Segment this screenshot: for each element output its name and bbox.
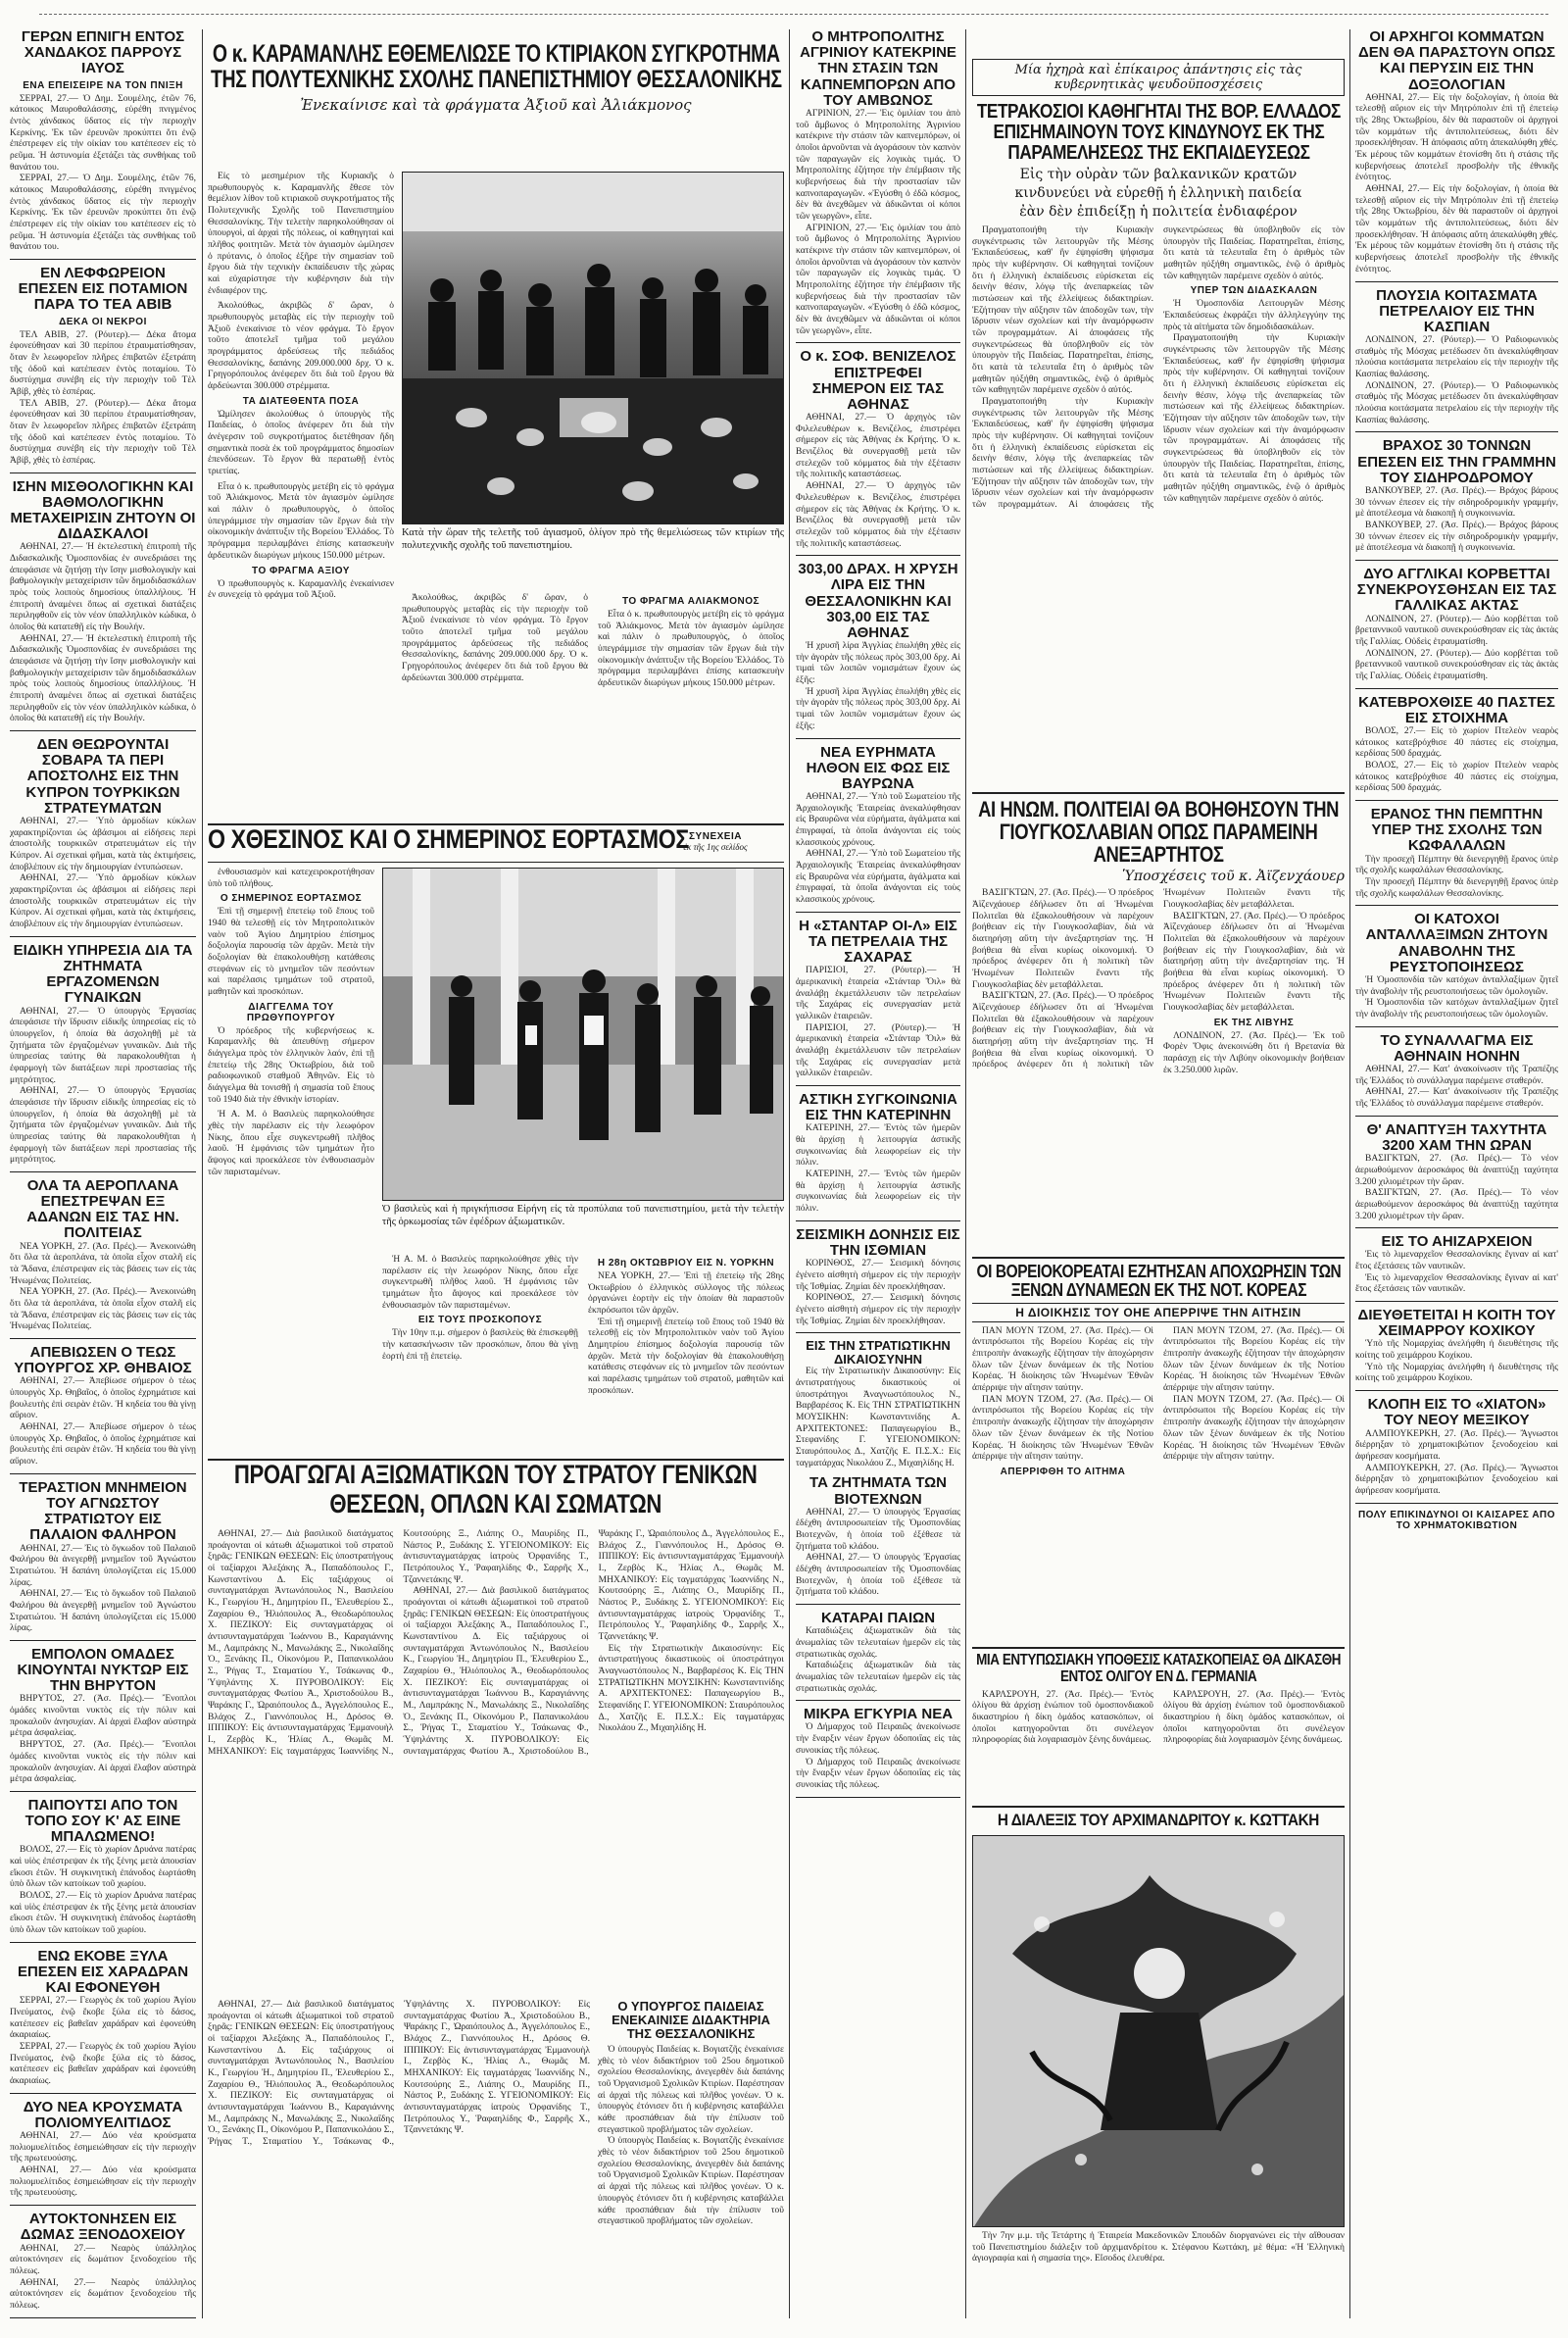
- main-sub2-text: Ὁ πρωθυπουργὸς κ. Καραμανλῆς ἐνεκαίνισεν ἐν συνεχείᾳ τὸ φράγμα τοῦ Ἀξιοῦ.: [208, 578, 394, 601]
- brief-headline: ΑΥΤΟΚΤΟΝΗΣΕΝ ΕΙΣ ΔΩΜΑΣ ΞΕΝΟΔΟΧΕΙΟΥ: [20, 2211, 186, 2244]
- brief-headline: ΤΕΡΑΣΤΙΟΝ ΜΝΗΜΕΙΟΝ ΤΟΥ ΑΓΝΩΣΤΟΥ ΣΤΡΑΤΙΩΤΟΥ ΕΙΣ ΠΑΛΑΙΟΝ ΦΑΛΗΡΟΝ: [19, 1478, 187, 1544]
- brief-headline: ΕΜΠΟΛΟΝ ΟΜΑΔΕΣ ΚΙΝΟΥΝΤΑΙ ΝΥΚΤΩΡ ΕΙΣ ΤΗΝ ΒΗΡΥΤΟΝ: [17, 1645, 189, 1695]
- king-photo-image: [383, 869, 784, 1201]
- spy-article: [972, 1647, 1345, 1804]
- brief-article: [1355, 912, 1558, 1026]
- brief-text: ΑΘΗΝΑΙ, 27.— Ὁ ἀρχηγὸς τῶν Φιλελευθέρων κ. Βενιζέλος, ἐπιστρέφει σήμερον εἰς τὰς Ἀθήνας ἐκ Κρήτης. Ὁ κ. Βενιζέλος θὰ συνεργασθῇ μετὰ τῶν στελεχῶν τοῦ κόμματος διὰ τὴν ἐξέτασιν τῆς πολιτικῆς καταστάσεως.: [796, 413, 960, 480]
- main-headline: Ο κ. ΚΑΡΑΜΑΝΛΗΣ ΕΘΕΜΕΛΙΩΣΕ ΤΟ ΚΤΙΡΙΑΚΟΝ ΣΥΓΚΡΟΤΗΜΑ ΤΗΣ ΠΟΛΥΤΕΧΝΙΚΗΣ ΣΧΟΛΗΣ ΠΑΝΕΠΙΣΤΗΜΙΟΥ ΘΕΣΣΑΛΟΝΙΚΗΣ: [210, 41, 782, 94]
- brief-headline: ΑΠΕΒΙΩΣΕΝ Ο ΤΕΩΣ ΥΠΟΥΡΓΟΣ ΧΡ. ΘΗΒΑΙΟΣ: [14, 1344, 192, 1377]
- lecture-article: [972, 1806, 1345, 2320]
- teachers-sub3: ἐὰν δὲν ἐπιδείξῃ ἡ πολιτεία ἐνδιαφέρον: [1019, 204, 1298, 220]
- brief-text: ΑΘΗΝΑΙ, 27.— Ἐις τὸ ὄγκωδον τοῦ Παλαιοῦ Φαλήρου θὰ ἀνεγερθῇ μνημεῖον τοῦ Ἀγνώστου Στρατιώτου. Ἡ δαπάνη ὑπολογίζεται εἰς 15.000 λίρας.: [10, 1543, 196, 1588]
- brief-headline: ΕΙΣ ΤΟ ΑΗΙΖΑΡΧΕΙΟΝ: [1381, 1233, 1533, 1251]
- brief-text: Ὁ Δήμαρχος τοῦ Πειραιῶς ἀνεκοίνωσε τὴν ἔναρξιν νέων ἔργων ὀδοποιΐας εἰς τὰς συνοικίας τῆς πόλεως.: [796, 1722, 960, 1756]
- page-top-rule: [39, 14, 1548, 15]
- brief-divider: [1355, 1227, 1558, 1228]
- military-justice-article: [796, 1339, 960, 1469]
- brief-divider: [1355, 905, 1558, 906]
- brief-article: [1355, 695, 1558, 801]
- brief-text-continued: Ὁ Δήμαρχος τοῦ Πειραιῶς ἀνεκοίνωσε τὴν ἔναρξιν νέων ἔργων ὀδοποιΐας εἰς τὰς συνοικίας τῆς πόλεως.: [796, 1757, 960, 1790]
- brief-article: [1355, 1397, 1558, 1503]
- teachers-text-2: Πραγματοποιήθη τὴν Κυριακὴν συγκέντρωσις τῶν λειτουργῶν τῆς Μέσης Ἐκπαιδεύσεως, καθ' ἣν ἐψηφίσθη ψήφισμα πρὸς τὴν κυβέρνησιν. Οἱ καθηγηταὶ τονίζουν ὅτι ἡ ἑλληνικὴ ἐκπαίδευσις εὑρίσκεται εἰς δεινὴν θέσιν, λόγῳ τῆς ἀνεπαρκείας τῶν πιστώσεων καὶ τῆς ἐλλείψεως διδακτηρίων. Ἐζήτησαν τὴν αὔξησιν τῶν ἀποδοχῶν των, τὴν ἵδρυσιν νέων σχολείων καὶ τὴν ἀναμόρφωσιν τῶν προγραμμάτων. Αἱ ἀποφάσεις τῆς συγκεντρώσεως θὰ ὑποβληθοῦν εἰς τὸν ὑπουργὸν τῆς Παιδείας. Παρατηρεῖται, ἐπίσης, ὅτι κατὰ τὰ τελευταῖα ἔτη ὁ ἀριθμὸς τῶν μαθητῶν ηὐξήθη σημαντικῶς, ἐνῷ ὁ ἀριθμὸς τῶν καθηγητῶν παρέμεινε σχεδὸν ὁ αὐτός.: [972, 225, 1345, 511]
- brief-text-continued: ΒΗΡΥΤΟΣ, 27. (Ἀσ. Πρές).— Ἔνοπλοι ὁμάδες κινοῦνται νυκτὸς εἰς τὴν πόλιν καὶ προκαλοῦν ἀνησυχίαν. Αἱ ἀρχαὶ ἔλαβον αὐστηρὰ μέτρα ἀσφαλείας.: [10, 1740, 196, 1785]
- brief-divider: [1355, 1116, 1558, 1117]
- lecture-headline: Η ΔΙΑΛΕΞΙΣ ΤΟΥ ΑΡΧΙΜΑΝΔΡΙΤΟΥ κ. ΚΩΤΤΑΚΗ: [998, 1811, 1319, 1829]
- brief-divider: [10, 2317, 196, 2318]
- brief-text-continued: ΤΕΛ ΑΒΙΒ, 27. (Ρόυτερ).— Δέκα ἄτομα ἐφονεύθησαν καὶ 30 περίπου ἐτραυματίσθησαν, ὅταν ἓν λεωφορεῖον πλῆρες ἐπιβατῶν ἐξετράπη τῆς ὁδοῦ καὶ κατέπεσεν ἐντὸς ποταμίου. Τὸ δυστύχημα συνέβη εἰς τὴν περιοχὴν τοῦ Τὲλ Ἀβίβ, χθὲς τὸ ἑσπέρας.: [10, 398, 196, 466]
- column-center-briefs: [796, 29, 960, 2318]
- brief-divider: [1355, 800, 1558, 801]
- brief-divider: [1355, 688, 1558, 689]
- brief-headline: ΙΣΗΝ ΜΙΣΘΟΛΟΓΙΚΗΝ ΚΑΙ ΒΑΘΜΟΛΟΓΙΚΗΝ ΜΕΤΑΧΕΙΡΙΣΙΝ ΖΗΤΟΥΝ ΟΙ ΔΙΔΑΣΚΑΛΟΙ: [10, 477, 196, 543]
- brief-divider: [796, 1220, 960, 1221]
- brief-text-continued: ΑΛΜΠΟΥΚΕΡΚΗ, 27. (Ἀσ. Πρές).— Ἄγνωστοι διέρρηξαν τὸ χρηματοκιβώτιον ξενοδοχείου καὶ ἀφήρεσαν κοσμήματα.: [1355, 1463, 1558, 1496]
- korea-sub: ΑΠΕΡΡΙΦΘΗ ΤΟ ΑΙΤΗΜΑ: [1000, 1466, 1126, 1477]
- brief-article: [1355, 1122, 1558, 1228]
- brief-divider: [10, 1473, 196, 1474]
- brief-text: ΑΘΗΝΑΙ, 27.— Εἰς τὴν δοξολογίαν, ἡ ὁποία θὰ τελεσθῇ αὔριον εἰς τὴν Μητρόπολιν ἐπὶ τῇ ἐπετείῳ τῆς 28ης Ὀκτωβρίου, δὲν θὰ παραστοῦν οἱ ἀρχηγοὶ τῶν κομμάτων τῆς ἀντιπολιτεύσεως, διότι δὲν προσεκλήθησαν. Ἡ ἀπόφασις αὕτη ἀπεκαλύφθη χθές. Ἐκ μέρους τῶν κομμάτων ἐτονίσθη ὅτι ἡ στάσις τῆς κυβερνήσεως ἀποτελεῖ προσβολὴν τῆς ἐθνικῆς ἑνότητος.: [1355, 92, 1558, 183]
- brief-text: ΑΓΡΙΝΙΟΝ, 27.— Ἐις ὁμιλίαν του ἀπὸ τοῦ ἄμβωνος ὁ Μητροπολίτης Ἀγρινίου κατέκρινε τὴν στάσιν τῶν καπνεμπόρων, οἱ ὁποῖοι ἀρνοῦνται νὰ ἀγοράσουν τὸν καπνὸν τῶν παραγωγῶν εἰς λογικὰς τιμάς. Ὁ Μητροπολίτης ἐζήτησε τὴν ἐπέμβασιν τῆς κυβερνήσεως διὰ τὴν προστασίαν τῶν καπνοπαραγωγῶν. «Ἐγύσθη ὁ ἐδῶ κόσμος, δὲν θὰ ἀνεχθῶμεν νὰ ἀδικῶνται οἱ κόποι τῶν γεωργῶν», εἶπε.: [796, 108, 960, 222]
- brief-text: ΑΘΗΝΑΙ, 27.— Ἀπεβίωσε σήμερον ὁ τέως ὑπουργὸς Χρ. Θηβαῖος, ὁ ὁποῖος ἐχρημάτισε καὶ βουλευτὴς ἐπὶ σειρὰν ἐτῶν. Ἡ κηδεία του θὰ γίνῃ αὔριον.: [10, 1376, 196, 1421]
- brief-text-continued: ΒΑΣΙΓΚΤΩΝ, 27. (Ἀσ. Πρές).— Τὸ νέον ἀεριωθούμενον ἀεροσκάφος θὰ ἀναπτύξῃ ταχύτητα 3.200 χιλιομέτρων τὴν ὥραν.: [1355, 1188, 1558, 1221]
- brief-headline: ΣΕΙΣΜΙΚΗ ΔΟΝΗΣΙΣ ΕΙΣ ΤΗΝ ΙΣΘΜΙΑΝ: [796, 1225, 960, 1259]
- brief-text-continued: ΝΕΑ ΥΟΡΚΗ, 27. (Ἀσ. Πρές).— Ἀνεκοινώθη ὅτι ὅλα τὰ ἀεροπλάνα, τὰ ὁποῖα εἶχον σταλῆ εἰς τὰ Ἄδανα, ἐπέστρεψαν εἰς τὰς βάσεις των εἰς τὰς Ἡνωμένας Πολιτείας.: [10, 1287, 196, 1332]
- brief-article: [10, 2212, 196, 2317]
- main-photo-caption: Κατὰ τὴν ὥραν τῆς τελετῆς τοῦ ἁγιασμοῦ, ὀλίγον πρὸ τῆς θεμελιώσεως τῶν κτιρίων τῆς πολυτεχνικῆς σχολῆς τοῦ πανεπιστημίου.: [402, 527, 784, 551]
- brief-headline: Ο κ. ΣΟΦ. ΒΕΝΙΖΕΛΟΣ ΕΠΙΣΤΡΕΦΕΙ ΣΗΜΕΡΟΝ ΕΙΣ ΤΑΣ ΑΘΗΝΑΣ: [800, 348, 956, 413]
- brief-text-continued: ΑΘΗΝΑΙ, 27.— Κατ' ἀνακοίνωσιν τῆς Τραπέζης τῆς Ἑλλάδος τὸ συνάλλαγμα παρέμεινε σταθερόν.: [1355, 1087, 1558, 1110]
- brief-article: [796, 919, 960, 1086]
- brief-text: ΒΑΣΙΓΚΤΩΝ, 27. (Ἀσ. Πρές).— Τὸ νέον ἀεριωθούμενον ἀεροσκάφος θὰ ἀναπτύξῃ ταχύτητα 3.200 χιλιομέτρων τὴν ὥραν.: [1355, 1154, 1558, 1187]
- brief-divider: [1355, 281, 1558, 282]
- icon-painting-image: [973, 1836, 1345, 2227]
- teachers-box-line: Μία ἠχηρὰ καὶ ἐπίκαιρος ἀπάντησις εἰς τὰς κυβερνητικὰς ψευδοϋποσχέσεις: [972, 59, 1345, 96]
- brief-article: [796, 1475, 960, 1605]
- spy-text: ΚΑΡΛΣΡΟΥΗ, 27. (Ἀσ. Πρές).— Ἐντὸς ὀλίγου θὰ ἀρχίσῃ ἐνώπιον τοῦ ὁμοσπονδιακοῦ δικαστηρίου ἡ δίκη ὁμάδος κατασκόπων, οἱ ὁποῖοι κατηγοροῦνται ὅτι συνέλεγον πληροφορίας διὰ λογαριασμὸν ξένης δυνάμεως.: [972, 1689, 1153, 1746]
- teachers-sub1: Εἰς τὴν οὐρὰν τῶν βαλκανικῶν κρατῶν: [1019, 167, 1298, 182]
- brief-article: [10, 1798, 196, 1943]
- brief-divider: [1355, 1026, 1558, 1027]
- brief-text: ΑΘΗΝΑΙ, 27.— Κατ' ἀνακοίνωσιν τῆς Τραπέζης τῆς Ἑλλάδος τὸ συνάλλαγμα παρέμεινε σταθερόν.: [1355, 1065, 1558, 1086]
- brief-text: Τὴν προσεχῆ Πέμπτην θὰ διενεργηθῇ ἔρανος ὑπὲρ τῆς σχολῆς κωφαλάλων Θεσσαλονίκης.: [1355, 854, 1558, 876]
- main-filler-text: Εἶτα ὁ κ. πρωθυπουργὸς μετέβη εἰς τὸ φράγμα τοῦ Ἀλιάκμονος. Μετὰ τὸν ἁγιασμὸν ὡμίλησε καὶ πάλιν ὁ πρωθυπουργὸς, ὁ ὁποῖος ὑπεγράμμισε τὴν σημασίαν τῶν ἔργων διὰ τὴν οἰκονομικὴν ἀνάπτυξιν τῆς Βορείου Ἑλλάδος. Τὸ πρόγραμμα περιλαμβάνει ἐπίσης κατασκευὴν ἀρδευτικῶν διωρύγων μήκους 150.000 μέτρων.: [208, 481, 394, 561]
- brief-headline: Θ' ΑΝΑΠΤΥΞΗ ΤΑΧΥΤΗΤΑ 3200 ΧΑΜ ΤΗΝ ΩΡΑΝ: [1366, 1120, 1547, 1154]
- brief-divider: [796, 1085, 960, 1086]
- teachers-sub4: ΥΠΕΡ ΤΩΝ ΔΙΔΑΣΚΑΛΩΝ: [1190, 285, 1318, 297]
- spy-text-2: ΚΑΡΛΣΡΟΥΗ, 27. (Ἀσ. Πρές).— Ἐντὸς ὀλίγου θὰ ἀρχίσῃ ἐνώπιον τοῦ ὁμοσπονδιακοῦ δικαστηρίου ἡ δίκη ὁμάδος κατασκόπων, οἱ ὁποῖοι κατηγοροῦνται ὅτι συνέλεγον πληροφορίας διὰ λογαριασμὸν ξένης δυνάμεως.: [1163, 1689, 1345, 1746]
- column-right-briefs: [1355, 29, 1558, 2318]
- brief-text: ΝΕΑ ΥΟΡΚΗ, 27. (Ἀσ. Πρές).— Ἀνεκοινώθη ὅτι ὅλα τὰ ἀεροπλάνα, τὰ ὁποῖα εἶχον σταλῆ εἰς τὰ Ἄδανα, ἐπέστρεψαν εἰς τὰς βάσεις των εἰς τὰς Ἡνωμένας Πολιτείας.: [10, 1241, 196, 1286]
- brief-text: Ἡ χρυσῆ λίρα Ἀγγλίας ἐπωλήθη χθὲς εἰς τὴν ἀγορὰν τῆς πόλεως πρὸς 303,00 δρχ. Αἱ τιμαὶ τῶν λοιπῶν νομισμάτων ἔχουν ὡς ἑξῆς:: [796, 641, 960, 686]
- brief-headline: ΔΥΟ ΑΓΓΛΙΚΑΙ ΚΟΡΒΕΤΤΑΙ ΣΥΝΕΚΡΟΥΣΘΗΣΑΝ ΕΙΣ ΤΑΣ ΓΑΛΛΙΚΑΣ ΑΚΤΑΣ: [1356, 566, 1557, 615]
- brief-text: ΑΘΗΝΑΙ, 27.— Ὑπὸ τοῦ Σωματείου τῆς Ἀρχαιολογικῆς Ἑταιρείας ἀνεκαλύφθησαν εἰς Βραυρῶνα νέα εὑρήματα, ἀγάλματα καὶ ἐπιγραφαί, τὰ ὁποῖα ἀνάγονται εἰς τοὺς κλασσικοὺς χρόνους.: [796, 792, 960, 848]
- brief-article: [796, 349, 960, 556]
- promo-text-2: ΑΘΗΝΑΙ, 27.— Διὰ βασιλικοῦ διατάγματος προάγονται οἱ κάτωθι ἀξιωματικοὶ τοῦ στρατοῦ ξηρᾶς: ΓΕΝΙΚΩΝ ΘΕΣΕΩΝ: Εἰς ὑποστρατήγους οἱ ταξίαρχοι Ἀλεξάκης Ἀ., Παπαδόπουλος Γ., Κωνσταντίνου Δ. Εἰς ταξιάρχους οἱ συνταγματάρχαι Ἀντωνόπουλος Ν., Βασιλείου Κ., Γεωργίου Ἠ., Δημητρίου Π., Ἐλευθερίου Σ., Ζαχαρίου Θ., Ἠλιόπουλος Ἀ., Θεοδωρόπουλος Χ. ΠΕΖΙΚΟΥ: Εἰς συνταγματάρχας οἱ ἀντισυνταγματάρχαι Ἰωάννου Β., Καραγιάννης Μ., Λαμπράκης Ν., Μανωλάκης Ξ., Νικολαΐδης Ὀ., Ξενάκης Π., Οἰκονόμου Ρ., Παπανικολάου Σ., Ῥήγας Τ., Σταματίου Υ., Τσάκωνας Φ., Ὑψηλάντης Χ. ΠΥΡΟΒΟΛΙΚΟΥ: Εἰς συνταγματάρχας Φωτίου Ἀ., Χριστοδούλου Β., Ψαράκης Γ., Ὠραιόπουλος Δ., Ἀγγελόπουλος Ε., Βλάχος Ζ., Γιαννόπουλος Η., Δρόσος Θ. ΙΠΠΙΚΟΥ: Εἰς ἀντισυνταγματάρχας Ἐμμανουὴλ Ι., Ζερβὸς Κ., Ἠλίας Λ., Θωμᾶς Μ. ΜΗΧΑΝΙΚΟΥ: Εἰς ταγματάρχας Ἰωαννίδης Ν., Κουτσούρης Ξ., Λιάπης Ο., Μαυρίδης Π., Νάστος Ρ., Ξυδάκης Σ. ΥΓΕΙΟΝΟΜΙΚΟΥ: Εἰς ἀντισυνταγματάρχας ἰατροὺς Ὀρφανίδης Τ., Πετρόπουλος Υ., Ῥαφαηλίδης Φ., Σαρρῆς Χ., Τζαννετάκης Ψ.: [403, 1529, 784, 1757]
- brief-headline: ΕΙΔΙΚΗ ΥΠΗΡΕΣΙΑ ΔΙΑ ΤΑ ΖΗΤΗΜΑΤΑ ΕΡΓΑΖΟΜΕΝΩΝ ΓΥΝΑΙΚΩΝ: [13, 941, 193, 1007]
- column-rule: [1349, 29, 1350, 2318]
- feast-sub4: ΕΙΣ ΤΟΥΣ ΠΡΟΣΚΟΠΟΥΣ: [417, 1315, 543, 1326]
- brief-text-continued: ΛΟΝΔΙΝΟΝ, 27. (Ρόυτερ).— Ὁ Ραδιοφωνικὸς σταθμὸς τῆς Μόσχας μετέδωσεν ὅτι ἀνεκαλύφθησαν πλούσια κοιτάσματα πετρελαίου εἰς τὴν περιοχὴν τῆς Κασπίας θαλάσσης.: [1355, 380, 1558, 425]
- brief-text: ΑΛΜΠΟΥΚΕΡΚΗ, 27. (Ἀσ. Πρές).— Ἄγνωστοι διέρρηξαν τὸ χρηματοκιβώτιον ξενοδοχείου καὶ ἀφήρεσαν κοσμήματα.: [1355, 1428, 1558, 1462]
- brief-headline: ΔΥΟ ΝΕΑ ΚΡΟΥΣΜΑΤΑ ΠΟΛΙΟΜΥΕΛΙΤΙΔΟΣ: [23, 2098, 183, 2131]
- brief-article: [10, 2100, 196, 2206]
- brief-text-continued: Τὴν προσεχῆ Πέμπτην θὰ διενεργηθῇ ἔρανος ὑπὲρ τῆς σχολῆς κωφαλάλων Θεσσαλονίκης.: [1355, 876, 1558, 899]
- brief-text: ΛΟΝΔΙΝΟΝ, 27. (Ρόυτερ).— Ὁ Ραδιοφωνικὸς σταθμὸς τῆς Μόσχας μετέδωσεν ὅτι ἀνεκαλύφθησαν πλούσια κοιτάσματα πετρελαίου εἰς τὴν περιοχὴν τῆς Κασπίας θαλάσσης.: [1355, 335, 1558, 380]
- brief-article: [1355, 438, 1558, 561]
- brief-headline: ΕΝΩ ΕΚΟΒΕ ΞΥΛΑ ΕΠΕΣΕΝ ΕΙΣ ΧΑΡΑΔΡΑΝ ΚΑΙ ΕΦΟΝΕΥΘΗ: [17, 1947, 189, 1997]
- brief-article: [10, 1647, 196, 1792]
- feast-text3-dup: Ἡ Α. Μ. ὁ Βασιλεὺς παρηκολούθησε χθὲς τὴν παρέλασιν εἰς τὴν λεωφόρον Νίκης, ὅπου εἶχε συγκεντρωθῆ πλῆθος λαοῦ. Ἡ ἐμφάνισις τῶν τμημάτων ἦτο ἄψογος καὶ προεκάλεσε τὸν ἐνθουσιασμὸν τῶν παρισταμένων.: [208, 1110, 374, 1177]
- brief-headline: ΕΝ ΛΕΦΦΩΡΕΙΟΝ ΕΠΕΣΕΝ ΕΙΣ ΠΟΤΑΜΙΟΝ ΠΑΡΑ ΤΟ ΤΕΑ ΑΒΙΒ: [18, 264, 188, 314]
- usa-sub: ΕΚ ΤΗΣ ΛΙΒΥΗΣ: [1213, 1017, 1295, 1028]
- brief-headline: ΑΣΤΙΚΗ ΣΥΓΚΟΙΝΩΝΙΑ ΕΙΣ ΤΗΝ ΚΑΤΕΡΙΝΗΝ: [799, 1091, 957, 1124]
- promo-text: ΑΘΗΝΑΙ, 27.— Διὰ βασιλικοῦ διατάγματος προάγονται οἱ κάτωθι ἀξιωματικοὶ τοῦ στρατοῦ ξηρᾶς: ΓΕΝΙΚΩΝ ΘΕΣΕΩΝ: Εἰς ὑποστρατήγους οἱ ταξίαρχοι Ἀλεξάκης Ἀ., Παπαδόπουλος Γ., Κωνσταντίνου Δ. Εἰς ταξιάρχους οἱ συνταγματάρχαι Ἀντωνόπουλος Ν., Βασιλείου Κ., Γεωργίου Ἠ., Δημητρίου Π., Ἐλευθερίου Σ., Ζαχαρίου Θ., Ἠλιόπουλος Ἀ., Θεοδωρόπουλος Χ. ΠΕΖΙΚΟΥ: Εἰς συνταγματάρχας οἱ ἀντισυνταγματάρχαι Ἰωάννου Β., Καραγιάννης Μ., Λαμπράκης Ν., Μανωλάκης Ξ., Νικολαΐδης Ὀ., Ξενάκης Π., Οἰκονόμου Ρ., Παπανικολάου Σ., Ῥήγας Τ., Σταματίου Υ., Τσάκωνας Φ., Ὑψηλάντης Χ. ΠΥΡΟΒΟΛΙΚΟΥ: Εἰς συνταγματάρχας Φωτίου Ἀ., Χριστοδούλου Β., Ψαράκης Γ., Ὠραιόπουλος Δ., Ἀγγελόπουλος Ε., Βλάχος Ζ., Γιαννόπουλος Η., Δρόσος Θ. ΙΠΠΙΚΟΥ: Εἰς ἀντισυνταγματάρχας Ἐμμανουὴλ Ι., Ζερβὸς Κ., Ἠλίας Λ., Θωμᾶς Μ. ΜΗΧΑΝΙΚΟΥ: Εἰς ταγματάρχας Ἰωαννίδης Ν., Κουτσούρης Ξ., Λιάπης Ο., Μαυρίδης Π., Νάστος Ρ., Ξυδάκης Σ. ΥΓΕΙΟΝΟΜΙΚΟΥ: Εἰς ἀντισυνταγματάρχας ἰατροὺς Ὀρφανίδης Τ., Πετρόπουλος Υ., Ῥαφαηλίδης Φ., Σαρρῆς Χ., Τζαννετάκης Ψ.: [208, 1529, 589, 1757]
- promo-header: [208, 1459, 784, 1521]
- brief-headline: ΠΛΟΥΣΙΑ ΚΟΙΤΑΣΜΑΤΑ ΠΕΤΡΕΛΑΙΟΥ ΕΙΣ ΤΗΝ ΚΑΣΠΙΑΝ: [1376, 286, 1538, 335]
- edu-headline: Ο ΥΠΟΥΡΓΟΣ ΠΑΙΔΕΙΑΣ ΕΝΕΚΑΙΝΙΣΕ ΔΙΔΑΚΤΗΡΙΑ ΤΗΣ ΘΕΣΣΑΛΟΝΙΚΗΣ: [612, 2000, 770, 2042]
- photo-university-ceremony: [402, 172, 784, 524]
- brief-divider: [10, 936, 196, 937]
- brief-text-continued: Ἡ χρυσῆ λίρα Ἀγγλίας ἐπωλήθη χθὲς εἰς τὴν ἀγορὰν τῆς πόλεως πρὸς 303,00 δρχ. Αἱ τιμαὶ τῶν λοιπῶν νομισμάτων ἔχουν ὡς ἑξῆς:: [796, 686, 960, 731]
- brief-article: [10, 1480, 196, 1641]
- brief-text: ΚΟΡΙΝΘΟΣ, 27.— Σεισμικὴ δόνησις ἐγένετο αἰσθητὴ σήμερον εἰς τὴν περιοχὴν τῆς Ἰσθμίας. Ζημίαι δὲν προεκλήθησαν.: [796, 1259, 960, 1292]
- spy-headline: ΜΙΑ ΕΝΤΥΠΩΣΙΑΚΗ ΥΠΟΘΕΣΙΣ ΚΑΤΑΣΚΟΠΕΙΑΣ ΘΑ ΔΙΚΑΣΘΗ ΕΝΤΟΣ ΟΛΙΓΟΥ ΕΝ Δ. ΓΕΡΜΑΝΙΑ: [976, 1652, 1341, 1685]
- brief-text-continued: ΒΟΛΟΣ, 27.— Εἰς τὸ χωρίον Πτελεὸν νεαρὸς κάτοικος κατεβρόχθισε 40 πάστες εἰς στοίχημα, κερδίσας 500 δραχμάς.: [1355, 761, 1558, 794]
- main-article-col-c: [598, 593, 784, 819]
- brief-headline: ΒΡΑΧΟΣ 30 ΤΟΝΝΩΝ ΕΠΕΣΕΝ ΕΙΣ ΤΗΝ ΓΡΑΜΜΗΝ ΤΟΥ ΣΙΔΗΡΟΔΡΟΜΟΥ: [1357, 437, 1556, 486]
- brief-divider: [1355, 431, 1558, 432]
- brief-text: ΑΘΗΝΑΙ, 27.— Ὁ ὑπουργὸς Ἐργασίας ἀπεφάσισε τὴν ἵδρυσιν εἰδικῆς ὑπηρεσίας εἰς τὸ ὑπουργεῖον, ἡ ὁποία θὰ ἀσχοληθῇ μὲ τὰ ζητήματα τῶν ἐργαζομένων γυναικῶν. Διὰ τῆς ὑπηρεσίας ταύτης θὰ παρακολουθῆται ἡ ἐφαρμογὴ τῶν διατάξεων περὶ προστασίας τῆς μητρότητος.: [10, 1006, 196, 1085]
- brief-article: [796, 29, 960, 343]
- main-sub2: ΤΟ ΦΡΑΓΜΑ ΑΞΙΟΥ: [252, 565, 350, 576]
- usa-text-4: ΛΟΝΔΙΝΟΝ, 27. (Ἀσ. Πρές).— Ἐκ τοῦ Φορὲν Ὄφις ἀνεκοινώθη ὅτι ἡ Βρετανία θὰ παράσχῃ εἰς τὴν Λιβύην οἰκονομικὴν βοήθειαν ἐκ 3.250.000 λιρῶν.: [1163, 1030, 1345, 1075]
- brief-divider: [796, 555, 960, 556]
- teachers-article: [972, 59, 1345, 823]
- brief-text-continued: ΑΘΗΝΑΙ, 27.— Ἡ ἐκτελεστικὴ ἐπιτροπὴ τῆς Διδασκαλικῆς Ὁμοσπονδίας ἐν συνεδριάσει της ἀπεφάσισε νὰ ζητήσῃ τὴν ἴσην μισθολογικὴν καὶ βαθμολογικὴν μεταχείρισιν τῶν δημοδιδασκάλων πρὸς τοὺς λοιποὺς δημοσίους ὑπαλλήλους. Ἡ ἐπιτροπὴ ἀναμένει ὅπως αἱ σχετικαὶ διατάξεις περιληφθοῦν εἰς τὸν νέον ὑπαλληλικὸν κώδικα, ὁ ὁποῖος θὰ κατατεθῇ εἰς τὴν Βουλήν.: [10, 633, 196, 724]
- feast-photo-caption: Ὁ βασιλεὺς καὶ ἡ πριγκήπισσα Εἰρήνη εἰς τὰ προπύλαια τοῦ πανεπιστημίου, μετὰ τὴν τελετὴν τῆς ὁρκωμοσίας τῶν ἐφέδρων ἀξιωματικῶν.: [382, 1204, 784, 1227]
- feast-tag: ΣΥΝΕΧΕΙΑ: [689, 831, 742, 842]
- main-article-col-b: [402, 593, 588, 819]
- brief-headline: ΚΛΟΠΗ ΕΙΣ ΤΟ «ΧΙΑΤΟΝ» ΤΟΥ ΝΕΟΥ ΜΕΞΙΚΟΥ: [1367, 1396, 1546, 1429]
- brief-text-continued: Ἐις τὸ λιμεναρχεῖον Θεσσαλονίκης ἔγιναν αἱ κατ' ἔτος ἐξετάσεις τῶν ναυτικῶν.: [1355, 1272, 1558, 1295]
- feast-col-c: [588, 1255, 784, 1451]
- brief-headline: ΔΕΝ ΘΕΩΡΟΥΝΤΑΙ ΣΟΒΑΡΑ ΤΑ ΠΕΡΙ ΑΠΟΣΤΟΛΗΣ ΕΙΣ ΤΗΝ ΚΥΠΡΟΝ ΤΟΥΡΚΙΚΩΝ ΣΤΡΑΤΕΥΜΑΤΩΝ: [25, 736, 180, 817]
- brief-article: [796, 1092, 960, 1221]
- brief-divider: [10, 730, 196, 731]
- feast-text-top: ἐνθουσιασμὸν καὶ κατεχειροκροτήθησαν ὑπὸ τοῦ πλήθους.: [208, 868, 374, 889]
- brief-text: ΣΕΡΡΑΙ, 27.— Γεωργὸς ἐκ τοῦ χωρίου Ἀγίου Πνεύματος, ἐνῷ ἔκοβε ξύλα εἰς τὸ δάσος, κατέπεσεν εἰς βαθεῖαν χαράδραν καὶ ἐφονεύθη ἀκαριαίως.: [10, 1996, 196, 2041]
- brief-text-continued: Ἡ Ὁμοσπονδία τῶν κατόχων ἀνταλλαξίμων ζητεῖ τὴν ἀναβολὴν τῆς ρευστοποιήσεως τῶν ὁμολογιῶν.: [1355, 998, 1558, 1020]
- brief-text-continued: ΑΘΗΝΑΙ, 27.— Ὑπὸ τοῦ Σωματείου τῆς Ἀρχαιολογικῆς Ἑταιρείας ἀνεκαλύφθησαν εἰς Βραυρῶνα νέα εὑρήματα, ἀγάλματα καὶ ἐπιγραφαί, τὰ ὁποῖα ἀνάγονται εἰς τοὺς κλασσικοὺς χρόνους.: [796, 849, 960, 906]
- brief-article: [1355, 1308, 1558, 1391]
- brief-article: [796, 745, 960, 913]
- main-text-repeat: Ἀκολούθως, ἀκριβῶς δ' ὥραν, ὁ πρωθυπουργὸς μεταβὰς εἰς τὴν περιοχὴν τοῦ Ἀξιοῦ ἐνεκαίνισε τὸ νέον φράγμα. Τὸ ἔργον τοῦτο ἀποτελεῖ τμῆμα τοῦ μεγάλου προγράμματος ἀρδεύσεως τῆς πεδιάδος Θεσσαλονίκης, δαπάνης 209.000.000 δρχ. Ὁ κ. Γρηγορόπουλος ἀνέφερεν ὅτι διὰ τοῦ ἔργου θὰ ἀρδεύωνται 300.000 στρέμματα.: [208, 301, 394, 392]
- feast-text1-dup: Ἐπὶ τῇ σημερινῇ ἐπετείῳ τοῦ ἔπους τοῦ 1940 θὰ τελεσθῇ εἰς τὸν Μητροπολιτικὸν ναὸν τοῦ Ἁγίου Δημητρίου ἐπίσημος δοξολογία παρουσίᾳ τῶν ἀρχῶν. Μετὰ τὴν δοξολογίαν θὰ ἐπακολουθήσῃ κατάθεσις στεφάνων εἰς τὸ μνημεῖον τῶν πεσόντων καὶ παρέλασις τμημάτων τοῦ στρατοῦ, μαθητῶν καὶ προσκόπων.: [588, 1317, 784, 1396]
- brief-headline: ΤΑ ΖΗΤΗΜΑΤΑ ΤΩΝ ΒΙΟΤΕΧΝΩΝ: [809, 1474, 947, 1508]
- brief-text-continued: ΑΓΡΙΝΙΟΝ, 27.— Ἐις ὁμιλίαν του ἀπὸ τοῦ ἄμβωνος ὁ Μητροπολίτης Ἀγρινίου κατέκρινε τὴν στάσιν τῶν καπνεμπόρων, οἱ ὁποῖοι ἀρνοῦνται νὰ ἀγοράσουν τὸν καπνὸν τῶν παραγωγῶν εἰς λογικὰς τιμάς. Ὁ Μητροπολίτης ἐζήτησε τὴν ἐπέμβασιν τῆς κυβερνήσεως διὰ τὴν προστασίαν τῶν καπνοπαραγωγῶν. «Ἐγύσθη ὁ ἐδῶ κόσμος, δὲν θὰ ἀνεχθῶμεν νὰ ἀδικῶνται οἱ κόποι τῶν γεωργῶν», εἶπε.: [796, 223, 960, 336]
- brief-text-continued: ΣΕΡΡΑΙ, 27.— Γεωργὸς ἐκ τοῦ χωρίου Ἀγίου Πνεύματος, ἐνῷ ἔκοβε ξύλα εἰς τὸ δάσος, κατέπεσεν εἰς βαθεῖαν χαράδραν καὶ ἐφονεύθη ἀκαριαίως.: [10, 2042, 196, 2087]
- brief-text: ΒΑΝΚΟΥΒΕΡ, 27. (Ἀσ. Πρές).— Βράχος βάρους 30 τόννων ἐπεσεν εἰς τὴν σιδηροδρομικὴν γραμμήν, μὲ ἀποτέλεσμα νὰ διακοπῇ ἡ συγκοινωνία.: [1355, 486, 1558, 520]
- brief-headline: ΝΕΑ ΕΥΡΗΜΑΤΑ ΗΛΘΟΝ ΕΙΣ ΦΩΣ ΕΙΣ ΒΑΥΡΩΝΑ: [806, 743, 951, 792]
- feast-sub1: Ο ΣΗΜΕΡΙΝΟΣ ΕΟΡΤΑΣΜΟΣ: [220, 893, 363, 905]
- brief-text-continued: ΣΕΡΡΑΙ, 27.— Ὁ Δημ. Σουμέλης, ἐτῶν 76, κάτοικος Μαυροθαλάσσης, εὑρέθη πνιγμένος ἐντὸς χάνδακος ὕδατος εἰς τὴν περιοχὴν Κερκίνης. Ἐκ τῶν ἐρευνῶν προκύπτει ὅτι ἐνῷ ἐπέστρεφεν εἰς τὴν οἰκίαν του κατέπεσεν εἰς τὸ ρεῦμα. Ἡ ἀστυνομία ἐξετάζει τὰς συνθήκας τοῦ θανάτου του.: [10, 174, 196, 253]
- brief-divider: [796, 912, 960, 913]
- brief-divider: [796, 1797, 960, 1798]
- brief-divider: [1355, 1390, 1558, 1391]
- edu-article: [598, 2000, 784, 2318]
- main-sub3-text: Εἶτα ὁ κ. πρωθυπουργὸς μετέβη εἰς τὸ φράγμα τοῦ Ἀλιάκμονος. Μετὰ τὸν ἁγιασμὸν ὡμίλησε καὶ πάλιν ὁ πρωθυπουργὸς, ὁ ὁποῖος ὑπεγράμμισε τὴν σημασίαν τῶν ἔργων διὰ τὴν οἰκονομικὴν ἀνάπτυξιν τῆς Βορείου Ἑλλάδος. Τὸ πρόγραμμα περιλαμβάνει ἐπίσης κατασκευὴν ἀρδευτικῶν διωρύγων μήκους 150.000 μέτρων.: [598, 610, 784, 689]
- brief-text-continued: ΑΘΗΝΑΙ, 27.— Ἀπεβίωσε σήμερον ὁ τέως ὑπουργὸς Χρ. Θηβαῖος, ὁ ὁποῖος ἐχρημάτισε καὶ βουλευτὴς ἐπὶ σειρὰν ἐτῶν. Ἡ κηδεία του θὰ γίνῃ αὔριον.: [10, 1422, 196, 1467]
- brief-divider: [10, 259, 196, 260]
- feast-text2: Ὁ πρόεδρος τῆς κυβερνήσεως κ. Καραμανλῆς θὰ ἀπευθύνῃ σήμερον διάγγελμα πρὸς τὸν ἑλληνικὸν λαόν, ἐπὶ τῇ ἐπετείῳ τῆς 28ης Ὀκτωβρίου, διὰ τοῦ ραδιοφωνικοῦ σταθμοῦ Ἀθηνῶν. Εἰς τὸ διάγγελμα θὰ τονισθῇ ἡ σημασία τοῦ ἔπους τοῦ 1940 διὰ τὴν ἐθνικὴν ἱστορίαν.: [208, 1025, 374, 1105]
- brief-article: [1355, 1234, 1558, 1302]
- brief-text: Καταδιώξεις ἀξιωματικῶν διὰ τὰς ἀνωμαλίας τῶν τελευταίων ἡμερῶν εἰς τὰς στρατιωτικὰς σχολάς.: [796, 1626, 960, 1660]
- brief-article: [10, 1178, 196, 1339]
- feast-col-a: [208, 868, 374, 1456]
- feast-headline: Ο ΧΘΕΣΙΝΟΣ ΚΑΙ Ο ΣΗΜΕΡΙΝΟΣ ΕΟΡΤΑΣΜΟΣ: [208, 824, 689, 854]
- edu-text-2: Ὁ ὑπουργὸς Παιδείας κ. Βογιατζῆς ἐνεκαίνισε χθὲς τὸ νέον διδακτήριον τοῦ 25ου δημοτικοῦ σχολείου Θεσσαλονίκης, ἀνεγερθὲν διὰ δαπάνης τοῦ Ὀργανισμοῦ Σχολικῶν Κτιρίων. Παρέστησαν αἱ ἀρχαὶ τῆς πόλεως καὶ πλῆθος γονέων. Ὁ κ. ὑπουργὸς ἐτόνισεν ὅτι ἡ κυβέρνησις καταβάλλει κάθε προσπάθειαν διὰ τὴν ἐπίλυσιν τοῦ στεγαστικοῦ προβλήματος τῶν σχολείων.: [598, 2136, 784, 2227]
- usa-text-3: ΒΑΣΙΓΚΤΩΝ, 27. (Ἀσ. Πρές).— Ὁ πρόεδρος Ἀϊζενχάουερ ἐδήλωσεν ὅτι αἱ Ἡνωμέναι Πολιτεῖαι θὰ ἐξακολουθήσουν νὰ παρέχουν βοήθειαν εἰς τὴν Γιουγκοσλαβίαν, διὰ νὰ διατηρήσῃ αὕτη τὴν ἀνεξαρτησίαν της. Ἡ βοήθεια θὰ εἶναι κυρίως οἰκονομική. Ὁ πρόεδρος ἀνέφερεν ὅτι ἡ πολιτικὴ τῶν Ἡνωμένων Πολιτειῶν ἔναντι τῆς Γιουγκοσλαβίας δὲν μεταβάλλεται.: [1163, 911, 1345, 1013]
- brief-text: ΚΑΤΕΡΙΝΗ, 27.— Ἐντὸς τῶν ἡμερῶν θὰ ἀρχίσῃ ἡ λειτουργία ἀστικῆς συγκοινωνίας διὰ λεωφορείων εἰς τὴν πόλιν.: [796, 1123, 960, 1169]
- promo-body: [208, 1529, 784, 1990]
- brief-text-continued: ΑΘΗΝΑΙ, 27.— Ὁ ὑπουργὸς Ἐργασίας ἀπεφάσισε τὴν ἵδρυσιν εἰδικῆς ὑπηρεσίας εἰς τὸ ὑπουργεῖον, ἡ ὁποία θὰ ἀσχοληθῇ μὲ τὰ ζητήματα τῶν ἐργαζομένων γυναικῶν. Διὰ τῆς ὑπηρεσίας ταύτης θὰ παρακολουθῆται ἡ ἐφαρμογὴ τῶν διατάξεων περὶ προστασίας τῆς μητρότητος.: [10, 1086, 196, 1166]
- brief-headline: ΚΑΤΑΡΑΙ ΠΑΙΩΝ: [820, 1610, 936, 1627]
- brief-headline: ΕΡΑΝΟΣ ΤΗΝ ΠΕΜΠΤΗΝ ΥΠΕΡ ΤΗΣ ΣΧΟΛΗΣ ΤΩΝ ΚΩΦΑΛΑΛΩΝ: [1370, 806, 1544, 855]
- lecture-illustration: [972, 1835, 1345, 2227]
- brief-article: [10, 943, 196, 1172]
- main-article-col-a: [208, 172, 394, 760]
- brief-text: ΑΘΗΝΑΙ, 27.— Ἡ ἐκτελεστικὴ ἐπιτροπὴ τῆς Διδασκαλικῆς Ὁμοσπονδίας ἐν συνεδριάσει της ἀπεφάσισε νὰ ζητήσῃ τὴν ἴσην μισθολογικὴν καὶ βαθμολογικὴν μεταχείρισιν τῶν δημοδιδασκάλων πρὸς τοὺς λοιποὺς δημοσίους ὑπαλλήλους. Ἡ ἐπιτροπὴ ἀναμένει ὅπως αἱ σχετικαὶ διατάξεις περιληφθοῦν εἰς τὸν νέον ὑπαλληλικὸν κώδικα, ὁ ὁποῖος θὰ κατατεθῇ εἰς τὴν Βουλήν.: [10, 542, 196, 633]
- column-rule: [202, 29, 203, 2318]
- brief-article: [10, 479, 196, 732]
- military-justice-headline: ΕΙΣ ΤΗΝ ΣΤΡΑΤΙΩΤΙΚΗΝ ΔΙΚΑΙΟΣΥΝΗΝ: [806, 1338, 951, 1368]
- brief-text: ΣΕΡΡΑΙ, 27.— Ὁ Δημ. Σουμέλης, ἐτῶν 76, κάτοικος Μαυροθαλάσσης, εὑρέθη πνιγμένος ἐντὸς χάνδακος ὕδατος εἰς τὴν περιοχὴν Κερκίνης. Ἐκ τῶν ἐρευνῶν προκύπτει ὅτι ἐνῷ ἐπέστρεφεν εἰς τὴν οἰκίαν του κατέπεσεν εἰς τὸ ρεῦμα. Ἡ ἀστυνομία ἐξετάζει τὰς συνθήκας τοῦ θανάτου του.: [10, 93, 196, 173]
- brief-text-continued: ΑΘΗΝΑΙ, 27.— Δύο νέα κρούσματα πολιομυελίτιδος ἐσημειώθησαν εἰς τὴν περιοχὴν τῆς πρωτευούσης.: [10, 2165, 196, 2199]
- teachers-sub2: κινδυνεύει νὰ εὑρεθῇ ἡ ἑλληνικὴ παιδεία: [1014, 185, 1302, 201]
- brief-text: ΒΟΛΟΣ, 27.— Εἰς τὸ χωρίον Δρυάνα πατέρας καὶ υἱὸς ἐπέστρεψαν ἐκ τῆς ξένης μετὰ ἀπουσίαν εἴκοσι ἐτῶν. Ἡ συγκινητικὴ ἐπάνοδος ἑωρτάσθη ὑπὸ ὅλων τῶν κατοίκων τοῦ χωρίου.: [10, 1845, 196, 1890]
- column-rule: [789, 29, 790, 2318]
- brief-article: [796, 562, 960, 738]
- brief-text-continued: ΑΘΗΝΑΙ, 27.— Εἰς τὴν δοξολογίαν, ἡ ὁποία θὰ τελεσθῇ αὔριον εἰς τὴν Μητρόπολιν ἐπὶ τῇ ἐπετείῳ τῆς 28ης Ὀκτωβρίου, δὲν θὰ παραστοῦν οἱ ἀρχηγοὶ τῶν κομμάτων τῆς ἀντιπολιτεύσεως, διότι δὲν προσεκλήθησαν. Ἡ ἀπόφασις αὕτη ἀπεκαλύφθη χθές. Ἐκ μέρους τῶν κομμάτων ἐτονίσθη ὅτι ἡ στάσις τῆς κυβερνήσεως ἀποτελεῖ προσβολὴν τῆς ἐθνικῆς ἑνότητος.: [1355, 184, 1558, 274]
- brief-text: Ἡ Ὁμοσπονδία τῶν κατόχων ἀνταλλαξίμων ζητεῖ τὴν ἀναβολὴν τῆς ρευστοποιήσεως τῶν ὁμολογιῶν.: [1355, 975, 1558, 997]
- crowd-photo-image: [403, 173, 784, 524]
- brief-text-continued: Ὑπὸ τῆς Νομαρχίας ἀνελήφθη ἡ διευθέτησις τῆς κοίτης τοῦ χειμάρρου Κοχίκου.: [1355, 1362, 1558, 1384]
- feast-header: [208, 823, 784, 863]
- brief-divider: [10, 1171, 196, 1172]
- brief-text-continued: ΠΑΡΙΣΙΟΙ, 27. (Ρόυτερ).— Ἡ ἀμερικανικὴ ἑταιρεία «Στάνταρ Ὄιλ» θὰ ἀναλάβῃ ἐκμετάλλευσιν τῶν πετρελαίων τῆς Σαχάρας εἰς συνεργασίαν μετὰ γαλλικῶν ἑταιρειῶν.: [796, 1022, 960, 1079]
- brief-text-continued: Καταδιώξεις ἀξιωματικῶν διὰ τὰς ἀνωμαλίας τῶν τελευταίων ἡμερῶν εἰς τὰς στρατιωτικὰς σχολάς.: [796, 1661, 960, 1694]
- feast-tag-sub: ἐκ τῆς 1ης σελίδος: [683, 842, 748, 852]
- brief-divider: [10, 1338, 196, 1339]
- brief-text-continued: ΚΟΡΙΝΘΟΣ, 27.— Σεισμικὴ δόνησις ἐγένετο αἰσθητὴ σήμερον εἰς τὴν περιοχὴν τῆς Ἰσθμίας. Ζημίαι δὲν προεκλήθησαν.: [796, 1293, 960, 1326]
- brief-text-continued: ΑΘΗΝΑΙ, 27.— Ὁ ὑπουργὸς Ἐργασίας ἐδέχθη ἀντιπροσωπείαν τῆς Ὁμοσπονδίας Βιοτεχνῶν, ἡ ὁποία τοῦ ἐξέθεσε τὰ ζητήματα τοῦ κλάδου.: [796, 1553, 960, 1598]
- brief-article: [10, 1345, 196, 1474]
- brief-text: ΤΕΛ ΑΒΙΒ, 27. (Ρόυτερ).— Δέκα ἄτομα ἐφονεύθησαν καὶ 30 περίπου ἐτραυματίσθησαν, ὅταν ἓν λεωφορεῖον πλῆρες ἐπιβατῶν ἐξετράπη τῆς ὁδοῦ καὶ κατέπεσεν ἐντὸς ποταμίου. Τὸ δυστύχημα συνέβη εἰς τὴν περιοχὴν τοῦ Τὲλ Ἀβίβ, χθὲς τὸ ἑσπέρας.: [10, 329, 196, 397]
- brief-headline: ΤΟ ΣΥΝΑΛΛΑΓΜΑ ΕΙΣ ΑΘΗΝΑΙΝ ΗΟΝΗΝ: [1380, 1031, 1534, 1065]
- brief-text: ΒΗΡΥΤΟΣ, 27. (Ἀσ. Πρές).— Ἔνοπλοι ὁμάδες κινοῦνται νυκτὸς εἰς τὴν πόλιν καὶ προκαλοῦν ἀνησυχίαν. Αἱ ἀρχαὶ ἔλαβον αὐστηρὰ μέτρα ἀσφαλείας.: [10, 1694, 196, 1739]
- brief-headline: ΟΛΑ ΤΑ ΑΕΡΟΠΛΑΝΑ ΕΠΕΣΤΡΕΨΑΝ ΕΞ ΑΔΑΝΩΝ ΕΙΣ ΤΑΣ ΗΝ. ΠΟΛΙΤΕΙΑΣ: [26, 1176, 179, 1242]
- brief-headline: ΟΙ ΑΡΧΗΓΟΙ ΚΟΜΜΑΤΩΝ ΔΕΝ ΘΑ ΠΑΡΑΣΤΟΥΝ ΟΠΩΣ ΚΑΙ ΠΕΡΥΣΙΝ ΕΙΣ ΤΗΝ ΔΟΞΟΛΟΓΙΑΝ: [1357, 29, 1556, 93]
- usa-headline: ΑΙ ΗΝΩΜ. ΠΟΛΙΤΕΙΑΙ ΘΑ ΒΟΗΘΗΣΟΥΝ ΤΗΝ ΓΙΟΥΓΚΟΣΛΑΒΙΑΝ ΟΠΩΣ ΠΑΡΑΜΕΙΝΗ ΑΝΕΞΑΡΤΗΤΟΣ: [977, 797, 1339, 868]
- promo-body-bottom: [208, 2000, 590, 2318]
- promo-text-3: Εἰς τὴν Στρατιωτικὴν Δικαιοσύνην: Εἰς ἀντιστρατήγους δικαστικοὺς οἱ ὑποστράτηγοι Ἀναγνωστόπουλος Ν., Βαρβαρέσος Κ. Εἰς ΤΗΝ ΣΤΡΑΤΙΩΤΙΚΗΝ ΜΟΥΣΙΚΗΝ: Κωνσταντινίδης Α. ΑΡΧΙΤΕΚΤΟΝΕΣ: Παπαγεωργίου Β., Στεφανίδης Γ. ΥΓΕΙΟΝΟΜΙΚΟΝ: Σταυρόπουλος Δ., Χατζῆς Ε. Π.Σ.Χ.: Εἰς ταγματάρχας Νικολάου Ζ., Μιχαηλίδης Η.: [598, 1643, 784, 1734]
- brief-text-continued: ΚΑΤΕΡΙΝΗ, 27.— Ἐντὸς τῶν ἡμερῶν θὰ ἀρχίσῃ ἡ λειτουργία ἀστικῆς συγκοινωνίας διὰ λεωφορείων εἰς τὴν πόλιν.: [796, 1169, 960, 1215]
- promo-headline: ΠΡΟΑΓΩΓΑΙ ΑΞΙΩΜΑΤΙΚΩΝ ΤΟΥ ΣΤΡΑΤΟΥ ΓΕΝΙΚΩΝ ΘΕΣΕΩΝ, ΟΠΛΩΝ ΚΑΙ ΣΩΜΑΤΩΝ: [234, 1460, 758, 1518]
- main-photo-block: [402, 172, 784, 583]
- brief-article: [10, 29, 196, 260]
- main-sub1-text: Ὡμίλησεν ἀκολούθως ὁ ὑπουργὸς τῆς Παιδείας, ὁ ὁποῖος ἀνέφερεν ὅτι διὰ τὴν ἀνέγερσιν τοῦ συγκροτήματος διετέθησαν ἤδη σημαντικὰ ποσὰ ἐκ τοῦ προγράμματος δημοσίων ἐπενδύσεων. Τὸ ἔργον θὰ περατωθῇ ἐντὸς τριετίας.: [208, 409, 394, 477]
- brief-subhead: ΕΝΑ ΕΠΕΙΣΕΙΡΕ ΝΑ ΤΟΝ ΠΝΙΞΗ: [23, 79, 183, 91]
- brief-headline: 303,00 ΔΡΑΧ. Η ΧΡΥΣΗ ΛΙΡΑ ΕΙΣ ΤΗΝ ΘΕΣΣΑΛΟΝΙΚΗΝ ΚΑΙ 303,00 ΕΙΣ ΤΑΣ ΑΘΗΝΑΣ: [798, 561, 958, 641]
- brief-headline: ΜΙΚΡΑ ΕΓΚΥΡΙΑ ΝΕΑ: [803, 1706, 954, 1723]
- feast-sub3: Η 28η ΟΚΤΩΒΡΙΟΥ ΕΙΣ Ν. ΥΟΡΚΗΝ: [597, 1258, 775, 1268]
- column-rule: [965, 29, 966, 2318]
- teachers-text: Πραγματοποιήθη τὴν Κυριακὴν συγκέντρωσις τῶν λειτουργῶν τῆς Μέσης Ἐκπαιδεύσεως, καθ' ἣν ἐψηφίσθη ψήφισμα πρὸς τὴν κυβέρνησιν. Οἱ καθηγηταὶ τονίζουν ὅτι ἡ ἑλληνικὴ ἐκπαίδευσις εὑρίσκεται εἰς δεινὴν θέσιν, λόγῳ τῆς ἀνεπαρκείας τῶν πιστώσεων καὶ τῆς ἐλλείψεως διδακτηρίων. Ἐζήτησαν τὴν αὔξησιν τῶν ἀποδοχῶν των, τὴν ἵδρυσιν νέων σχολείων καὶ τὴν ἀναμόρφωσιν τῶν προγραμμάτων. Αἱ ἀποφάσεις τῆς συγκεντρώσεως θὰ ὑποβληθοῦν εἰς τὸν ὑπουργὸν τῆς Παιδείας. Παρατηρεῖται, ἐπίσης, ὅτι κατὰ τὰ τελευταῖα ἔτη ὁ ἀριθμὸς τῶν μαθητῶν ηὐξήθη σημαντικῶς, ἐνῷ ὁ ἀριθμὸς τῶν καθηγητῶν παρέμεινε σχεδὸν ὁ αὐτός.: [972, 225, 1153, 396]
- feast-sub2: ΔΙΑΓΓΕΛΜΑ ΤΟΥ ΠΡΩΘΥΠΟΥΡΓΟΥ: [246, 1001, 336, 1023]
- brief-divider: [10, 2205, 196, 2206]
- teachers-text-4: Πραγματοποιήθη τὴν Κυριακὴν συγκέντρωσις τῶν λειτουργῶν τῆς Μέσης Ἐκπαιδεύσεως, καθ' ἣν ἐψηφίσθη ψήφισμα πρὸς τὴν κυβέρνησιν. Οἱ καθηγηταὶ τονίζουν ὅτι ἡ ἑλληνικὴ ἐκπαίδευσις εὑρίσκεται εἰς δεινὴν θέσιν, λόγῳ τῆς ἀνεπαρκείας τῶν πιστώσεων καὶ τῆς ἐλλείψεως διδακτηρίων. Ἐζήτησαν τὴν αὔξησιν τῶν ἀποδοχῶν των, τὴν ἵδρυσιν νέων σχολείων καὶ τὴν ἀναμόρφωσιν τῶν προγραμμάτων. Αἱ ἀποφάσεις τῆς συγκεντρώσεως θὰ ὑποβληθοῦν εἰς τὸν ὑπουργὸν τῆς Παιδείας. Παρατηρεῖται, ἐπίσης, ὅτι κατὰ τὰ τελευταῖα ἔτη ὁ ἀριθμὸς τῶν μαθητῶν ηὐξήθη σημαντικῶς, ἐνῷ ὁ ἀριθμὸς τῶν καθηγητῶν παρέμεινε σχεδὸν ὁ αὐτός.: [1163, 333, 1345, 504]
- teachers-text-3: Ἡ Ὁμοσπονδία Λειτουργῶν Μέσης Ἐκπαιδεύσεως ἐκφράζει τὴν ἀλληλεγγύην της πρὸς τὰ αἰτήματα τῶν δημοδιδασκάλων.: [1163, 299, 1345, 332]
- brief-article: [796, 1707, 960, 1797]
- usa-subhead: Ὑποσχέσεις τοῦ κ. Ἀϊζενχάουερ: [1122, 869, 1345, 885]
- usa-text: ΒΑΣΙΓΚΤΩΝ, 27. (Ἀσ. Πρές).— Ὁ πρόεδρος Ἀϊζενχάουερ ἐδήλωσεν ὅτι αἱ Ἡνωμέναι Πολιτεῖαι θὰ ἐξακολουθήσουν νὰ παρέχουν βοήθειαν εἰς τὴν Γιουγκοσλαβίαν, διὰ νὰ διατηρήσῃ αὕτη τὴν ἀνεξαρτησίαν της. Ἡ βοήθεια θὰ εἶναι κυρίως οἰκονομική. Ὁ πρόεδρος ἀνέφερεν ὅτι ἡ πολιτικὴ τῶν Ἡνωμένων Πολιτειῶν ἔναντι τῆς Γιουγκοσλαβίας δὲν μεταβάλλεται.: [972, 888, 1153, 990]
- brief-divider: [796, 1700, 960, 1701]
- brief-text: ΠΑΡΙΣΙΟΙ, 27. (Ρόυτερ).— Ἡ ἀμερικανικὴ ἑταιρεία «Στάνταρ Ὄιλ» θὰ ἀναλάβῃ ἐκμετάλλευσιν τῶν πετρελαίων τῆς Σαχάρας εἰς συνεργασίαν μετὰ γαλλικῶν ἑταιρειῶν.: [796, 966, 960, 1022]
- brief-text-continued: ΑΘΗΝΑΙ, 27.— Ὁ ἀρχηγὸς τῶν Φιλελευθέρων κ. Βενιζέλος, ἐπιστρέφει σήμερον εἰς τὰς Ἀθήνας ἐκ Κρήτης. Ὁ κ. Βενιζέλος θὰ συνεργασθῇ μετὰ τῶν στελεχῶν τοῦ κόμματος διὰ τὴν ἐξέτασιν τῆς πολιτικῆς καταστάσεως.: [796, 481, 960, 549]
- brief-divider: [1355, 1301, 1558, 1302]
- brief-text: Ὑπὸ τῆς Νομαρχίας ἀνελήφθη ἡ διευθέτησις τῆς κοίτης τοῦ χειμάρρου Κοχίκου.: [1355, 1339, 1558, 1362]
- usa-article: [972, 792, 1345, 1253]
- brief-divider: [796, 1332, 960, 1333]
- military-justice-text: Εἰς τὴν Στρατιωτικὴν Δικαιοσύνην: Εἰς ἀντιστρατήγους δικαστικοὺς οἱ ὑποστράτηγοι Ἀναγνωστόπουλος Ν., Βαρβαρέσος Κ. Εἰς ΤΗΝ ΣΤΡΑΤΙΩΤΙΚΗΝ ΜΟΥΣΙΚΗΝ: Κωνσταντινίδης Α. ΑΡΧΙΤΕΚΤΟΝΕΣ: Παπαγεωργίου Β., Στεφανίδης Γ. ΥΓΕΙΟΝΟΜΙΚΟΝ: Σταυρόπουλος Δ., Χατζῆς Ε. Π.Σ.Χ.: Εἰς ταγματάρχας Νικολάου Ζ., Μιχαηλίδης Η.: [796, 1367, 960, 1468]
- brief-divider: [10, 1791, 196, 1792]
- brief-headline: ΓΕΡΩΝ ΕΠΝΙΓΗ ΕΝΤΟΣ ΧΑΝΔΑΚΟΣ ΠΑΡΡΟΥΣ ΙΑΥΟΣ: [21, 29, 185, 77]
- brief-article: [10, 266, 196, 473]
- main-sub3: ΤΟ ΦΡΑΓΜΑ ΑΛΙΑΚΜΟΝΟΣ: [621, 596, 760, 607]
- brief-headline: ΚΑΤΕΒΡΟΧΘΙΣΕ 40 ΠΑΣΤΕΣ ΕΙΣ ΣΤΟΙΧΗΜΑ: [1358, 693, 1555, 726]
- brief-headline: Ο ΜΗΤΡΟΠΟΛΙΤΗΣ ΑΓΡΙΝΙΟΥ ΚΑΤΕΚΡΙΝΕ ΤΗΝ ΣΤΑΣΙΝ ΤΩΝ ΚΑΠΝΕΜΠΟΡΩΝ ΑΠΟ ΤΟΥ ΑΜΒΩΝΟΣ: [800, 29, 956, 109]
- usa-text-2: ΒΑΣΙΓΚΤΩΝ, 27. (Ἀσ. Πρές).— Ὁ πρόεδρος Ἀϊζενχάουερ ἐδήλωσεν ὅτι αἱ Ἡνωμέναι Πολιτεῖαι θὰ ἐξακολουθήσουν νὰ παρέχουν βοήθειαν εἰς τὴν Γιουγκοσλαβίαν, διὰ νὰ διατηρήσῃ αὕτη τὴν ἀνεξαρτησίαν της. Ἡ βοήθεια θὰ εἶναι κυρίως οἰκονομική. Ὁ πρόεδρος ἀνέφερεν ὅτι ἡ πολιτικὴ τῶν Ἡνωμένων Πολιτειῶν ἔναντι τῆς Γιουγκοσλαβίας δὲν μεταβάλλεται.: [972, 888, 1345, 1070]
- brief-text-continued: ΑΘΗΝΑΙ, 27.— Ὑπὸ ἁρμοδίων κύκλων χαρακτηρίζονται ὡς ἀβάσιμοι αἱ εἰδήσεις περὶ ἀποστολῆς τουρκικῶν στρατευμάτων εἰς τὴν Κύπρον. Αἱ σχετικαὶ φῆμαι, κατὰ τὰς ἐκτιμήσεις, ἀποβλέπουν εἰς τὴν δημιουργίαν ἐντυπώσεων.: [10, 873, 196, 930]
- brief-text: Ἐις τὸ λιμεναρχεῖον Θεσσαλονίκης ἔγιναν αἱ κατ' ἔτος ἐξετάσεις τῶν ναυτικῶν.: [1355, 1250, 1558, 1272]
- brief-headline: ΔΙΕΥΘΕΤΕΙΤΑΙ Η ΚΟΙΤΗ ΤΟΥ ΧΕΙΜΑΡΡΟΥ ΚΟΧΙΚΟΥ: [1357, 1307, 1556, 1340]
- brief-text: ΑΘΗΝΑΙ, 27.— Νεαρὸς ὑπάλληλος αὐτοκτόνησεν εἰς δωμάτιον ξενοδοχείου τῆς πόλεως.: [10, 2243, 196, 2276]
- brief-article: [796, 1611, 960, 1701]
- feast-text1: Ἐπὶ τῇ σημερινῇ ἐπετείῳ τοῦ ἔπους τοῦ 1940 θὰ τελεσθῇ εἰς τὸν Μητροπολιτικὸν ναὸν τοῦ Ἁγίου Δημητρίου ἐπίσημος δοξολογία παρουσίᾳ τῶν ἀρχῶν. Μετὰ τὴν δοξολογίαν θὰ ἐπακολουθήσῃ κατάθεσις στεφάνων εἰς τὸ μνημεῖον τῶν πεσόντων καὶ παρέλασις τμημάτων τοῦ στρατοῦ, μαθητῶν καὶ προσκόπων.: [208, 907, 374, 998]
- brief-text: ΑΘΗΝΑΙ, 27.— Ὁ ὑπουργὸς Ἐργασίας ἐδέχθη ἀντιπροσωπείαν τῆς Ὁμοσπονδίας Βιοτεχνῶν, ἡ ὁποία τοῦ ἐξέθεσε τὰ ζητήματα τοῦ κλάδου.: [796, 1507, 960, 1552]
- brief-article: [10, 737, 196, 937]
- brief-text: ΒΟΛΟΣ, 27.— Εἰς τὸ χωρίον Πτελεὸν νεαρὸς κάτοικος κατεβρόχθισε 40 πάστες εἰς στοίχημα, κερδίσας 500 δραχμάς.: [1355, 726, 1558, 760]
- brief-article: [10, 1949, 196, 2094]
- brief-divider: [796, 342, 960, 343]
- feast-photo-block: [382, 868, 784, 1250]
- brief-divider: [1355, 560, 1558, 561]
- brief-text-continued: ΑΘΗΝΑΙ, 27.— Ἐις τὸ ὄγκωδον τοῦ Παλαιοῦ Φαλήρου θὰ ἀνεγερθῇ μνημεῖον τοῦ Ἀγνώστου Στρατιώτου. Ἡ δαπάνη ὑπολογίζεται εἰς 15.000 λίρας.: [10, 1589, 196, 1634]
- brief-article: [1355, 1033, 1558, 1117]
- brief-divider: [1355, 1503, 1558, 1504]
- edu-text: Ὁ ὑπουργὸς Παιδείας κ. Βογιατζῆς ἐνεκαίνισε χθὲς τὸ νέον διδακτήριον τοῦ 25ου δημοτικοῦ σχολείου Θεσσαλονίκης, ἀνεγερθὲν διὰ δαπάνης τοῦ Ὀργανισμοῦ Σχολικῶν Κτιρίων. Παρέστησαν αἱ ἀρχαὶ τῆς πόλεως καὶ πλῆθος γονέων. Ὁ κ. ὑπουργὸς ἐτόνισεν ὅτι ἡ κυβέρνησις καταβάλλει κάθε προσπάθειαν διὰ τὴν ἐπίλυσιν τοῦ στεγαστικοῦ προβλήματος τῶν σχολείων.: [598, 2045, 784, 2135]
- feast-text3: Ἡ Α. Μ. ὁ Βασιλεὺς παρηκολούθησε χθὲς τὴν παρέλασιν εἰς τὴν λεωφόρον Νίκης, ὅπου εἶχε συγκεντρωθῆ πλῆθος λαοῦ. Ἡ ἐμφάνισις τῶν τμημάτων ἦτο ἄψογος καὶ προεκάλεσε τὸν ἐνθουσιασμὸν τῶν παρισταμένων.: [382, 1255, 578, 1311]
- brief-article: [1355, 288, 1558, 433]
- brief-text: ΑΘΗΝΑΙ, 27.— Ὑπὸ ἁρμοδίων κύκλων χαρακτηρίζονται ὡς ἀβάσιμοι αἱ εἰδήσεις περὶ ἀποστολῆς τουρκικῶν στρατευμάτων εἰς τὴν Κύπρον. Αἱ σχετικαὶ φῆμαι, κατὰ τὰς ἐκτιμήσεις, ἀποβλέπουν εἰς τὴν δημιουργίαν ἐντυπώσεων.: [10, 817, 196, 872]
- brief-text: ΑΘΗΝΑΙ, 27.— Δύο νέα κρούσματα πολιομυελίτιδος ἐσημειώθησαν εἰς τὴν περιοχὴν τῆς πρωτευούσης.: [10, 2131, 196, 2164]
- brief-article: [1355, 807, 1558, 906]
- brief-headline: ΠΑΙΠΟΥΤΣΙ ΑΠΟ ΤΟΝ ΤΟΠΟ ΣΟΥ Κ' ΑΣ ΕΙΝΕ ΜΠΑΛΩΜΕΝΟ!: [24, 1796, 181, 1846]
- korea-headline: ΟΙ ΒΟΡΕΙΟΚΟΡΕΑΤΑΙ ΕΖΗΤΗΣΑΝ ΑΠΟΧΩΡΗΣΙΝ ΤΩΝ ΞΕΝΩΝ ΔΥΝΑΜΕΩΝ ΕΚ ΤΗΣ ΝΟΤ. ΚΟΡΕΑΣ: [976, 1262, 1341, 1300]
- korea-text-4: ΠΑΝ ΜΟΥΝ ΤΖΟΜ, 27. (Ἀσ. Πρές).— Οἱ ἀντιπρόσωποι τῆς Βορείου Κορέας εἰς τὴν ἐπιτροπὴν ἀνακωχῆς ἐζήτησαν τὴν ἀποχώρησιν ὅλων τῶν ξένων δυνάμεων ἐκ τῆς Νοτίου Κορέας. Ἡ διοίκησις τῶν Ἡνωμένων Ἐθνῶν ἀπέρριψε τὴν αἴτησιν ταύτην.: [1163, 1394, 1345, 1463]
- photo-king-princess: [382, 868, 784, 1201]
- main-sub1: ΤΑ ΔΙΑΤΕΘΕΝΤΑ ΠΟΣΑ: [242, 395, 360, 407]
- korea-article: [972, 1257, 1345, 1644]
- feast-text5: Τὴν 10ην π.μ. σήμερον ὁ βασιλεὺς θὰ ἐπισκεφθῇ τὴν κατασκήνωσιν τῶν προσκόπων, ὅπου θὰ γίνῃ ἑορτὴ ἐπὶ τῇ ἐπετείῳ.: [382, 1328, 578, 1362]
- brief-text: ΛΟΝΔΙΝΟΝ, 27. (Ρόυτερ).— Δύο κορβέτται τοῦ βρεταννικοῦ ναυτικοῦ συνεκρούσθησαν εἰς τὰς ἀκτὰς τῆς Γαλλίας. Οὐδεὶς ἐτραυματίσθη.: [1355, 614, 1558, 647]
- brief-subhead: ΔΕΚΑ ΟΙ ΝΕΚΡΟΙ: [59, 316, 147, 327]
- korea-text: ΠΑΝ ΜΟΥΝ ΤΖΟΜ, 27. (Ἀσ. Πρές).— Οἱ ἀντιπρόσωποι τῆς Βορείου Κορέας εἰς τὴν ἐπιτροπὴν ἀνακωχῆς ἐζήτησαν τὴν ἀποχώρησιν ὅλων τῶν ξένων δυνάμεων ἐκ τῆς Νοτίου Κορέας. Ἡ διοίκησις τῶν Ἡνωμένων Ἐθνῶν ἀπέρριψε τὴν αἴτησιν ταύτην.: [972, 1325, 1153, 1394]
- brief-divider: [10, 2093, 196, 2094]
- col6-bottom-sub: ΠΟΛΥ ΕΠΙΚΙΝΔΥΝΟΙ ΟΙ ΚΑΙΣΑΡΕΣ ΑΠΟ ΤΟ ΧΡΗΜΑΤΟΚΙΒΩΤΙΟΝ: [1357, 1509, 1556, 1531]
- brief-divider: [10, 1640, 196, 1641]
- brief-headline: ΟΙ ΚΑΤΟΧΟΙ ΑΝΤΑΛΛΑΞΙΜΩΝ ΖΗΤΟΥΝ ΑΝΑΒΟΛΗΝ ΤΗΣ ΡΕΥΣΤΟΠΟΙΗΣΕΩΣ: [1365, 911, 1548, 975]
- main-text: Εἰς τὸ μεσημέριον τῆς Κυριακῆς ὁ πρωθυπουργὸς κ. Καραμανλῆς ἔθεσε τὸν θεμέλιον λίθον τοῦ κτιριακοῦ συγκροτήματος τῆς Πολυτεχνικῆς Σχολῆς τοῦ Πανεπιστημίου Θεσσαλονίκης. Τὴν τελετὴν παρηκολούθησαν οἱ ὑπουργοὶ, αἱ ἀρχαὶ τῆς πόλεως, οἱ καθηγηταὶ καὶ πλῆθος φοιτητῶν. Μετὰ τὸν ἁγιασμὸν ὡμίλησεν ὁ πρύτανις, ὁ ὁποῖος ἐξῆρε τὴν σημασίαν τοῦ ἔργου διὰ τὴν τεχνικὴν ἐκπαίδευσιν τῆς χώρας καὶ εὐχαρίστησε τὴν κυβέρνησιν διὰ τὴν ἐνδιαφέρον της.: [208, 172, 394, 296]
- brief-text-continued: ΛΟΝΔΙΝΟΝ, 27. (Ρόυτερ).— Δύο κορβέτται τοῦ βρεταννικοῦ ναυτικοῦ συνεκρούσθησαν εἰς τὰς ἀκτὰς τῆς Γαλλίας. Οὐδεὶς ἐτραυματίσθη.: [1355, 648, 1558, 681]
- promo-text-4: ΑΘΗΝΑΙ, 27.— Διὰ βασιλικοῦ διατάγματος προάγονται οἱ κάτωθι ἀξιωματικοὶ τοῦ στρατοῦ ξηρᾶς: ΓΕΝΙΚΩΝ ΘΕΣΕΩΝ: Εἰς ὑποστρατήγους οἱ ταξίαρχοι Ἀλεξάκης Ἀ., Παπαδόπουλος Γ., Κωνσταντίνου Δ. Εἰς ταξιάρχους οἱ συνταγματάρχαι Ἀντωνόπουλος Ν., Βασιλείου Κ., Γεωργίου Ἠ., Δημητρίου Π., Ἐλευθερίου Σ., Ζαχαρίου Θ., Ἠλιόπουλος Ἀ., Θεοδωρόπουλος Χ. ΠΕΖΙΚΟΥ: Εἰς συνταγματάρχας οἱ ἀντισυνταγματάρχαι Ἰωάννου Β., Καραγιάννης Μ., Λαμπράκης Ν., Μανωλάκης Ξ., Νικολαΐδης Ὀ., Ξενάκης Π., Οἰκονόμου Ρ., Παπανικολάου Σ., Ῥήγας Τ., Σταματίου Υ., Τσάκωνας Φ., Ὑψηλάντης Χ. ΠΥΡΟΒΟΛΙΚΟΥ: Εἰς συνταγματάρχας Φωτίου Ἀ., Χριστοδούλου Β., Ψαράκης Γ., Ὠραιόπουλος Δ., Ἀγγελόπουλος Ε., Βλάχος Ζ., Γιαννόπουλος Η., Δρόσος Θ. ΙΠΠΙΚΟΥ: Εἰς ἀντισυνταγματάρχας Ἐμμανουὴλ Ι., Ζερβὸς Κ., Ἠλίας Λ., Θωμᾶς Μ. ΜΗΧΑΝΙΚΟΥ: Εἰς ταγματάρχας Ἰωαννίδης Ν., Κουτσούρης Ξ., Λιάπης Ο., Μαυρίδης Π., Νάστος Ρ., Ξυδάκης Σ. ΥΓΕΙΟΝΟΜΙΚΟΥ: Εἰς ἀντισυνταγματάρχας ἰατροὺς Ὀρφανίδης Τ., Πετρόπουλος Υ., Ῥαφαηλίδης Φ., Σαρρῆς Χ., Τζαννετάκης Ψ.: [208, 2000, 590, 2148]
- brief-article: [1355, 29, 1558, 282]
- brief-text-continued: ΒΟΛΟΣ, 27.— Εἰς τὸ χωρίον Δρυάνα πατέρας καὶ υἱὸς ἐπέστρεψαν ἐκ τῆς ξένης μετὰ ἀπουσίαν εἴκοσι ἐτῶν. Ἡ συγκινητικὴ ἐπάνοδος ἑωρτάσθη ὑπὸ ὅλων τῶν κατοίκων τοῦ χωρίου.: [10, 1891, 196, 1936]
- brief-divider: [796, 1604, 960, 1605]
- brief-divider: [796, 738, 960, 739]
- korea-text-2: ΠΑΝ ΜΟΥΝ ΤΖΟΜ, 27. (Ἀσ. Πρές).— Οἱ ἀντιπρόσωποι τῆς Βορείου Κορέας εἰς τὴν ἐπιτροπὴν ἀνακωχῆς ἐζήτησαν τὴν ἀποχώρησιν ὅλων τῶν ξένων δυνάμεων ἐκ τῆς Νοτίου Κορέας. Ἡ διοίκησις τῶν Ἡνωμένων Ἐθνῶν ἀπέρριψε τὴν αἴτησιν ταύτην.: [972, 1394, 1153, 1463]
- brief-headline: Η «ΣΤΑΝΤΑΡ ΟΙ-Λ» ΕΙΣ ΤΑ ΠΕΤΡΕΛΑΙΑ ΤΗΣ ΣΑΧΑΡΑΣ: [799, 917, 957, 967]
- feast-col-b: [382, 1255, 578, 1451]
- column-left-briefs: [10, 29, 196, 2318]
- lecture-text: Τὴν 7ην μ.μ. τῆς Τετάρτης ἡ Ἑταιρεία Μακεδονικῶν Σπουδῶν διοργανώνει εἰς τὴν αἴθουσαν τοῦ Πανεπιστημίου διάλεξιν τοῦ ἀρχιμανδρίτου κ. Στέφανου Κωττάκη, μὲ θέμα: «Ἡ Ἑλληνικὴ ἁγιογραφία καὶ ἡ σημασία της». Εἴσοδος ἐλευθέρα.: [972, 2230, 1345, 2264]
- brief-text-continued: ΑΘΗΝΑΙ, 27.— Νεαρὸς ὑπάλληλος αὐτοκτόνησεν εἰς δωμάτιον ξενοδοχείου τῆς πόλεως.: [10, 2277, 196, 2311]
- korea-text-3: ΠΑΝ ΜΟΥΝ ΤΖΟΜ, 27. (Ἀσ. Πρές).— Οἱ ἀντιπρόσωποι τῆς Βορείου Κορέας εἰς τὴν ἐπιτροπὴν ἀνακωχῆς ἐζήτησαν τὴν ἀποχώρησιν ὅλων τῶν ξένων δυνάμεων ἐκ τῆς Νοτίου Κορέας. Ἡ διοίκησις τῶν Ἡνωμένων Ἐθνῶν ἀπέρριψε τὴν αἴτησιν ταύτην.: [1163, 1325, 1345, 1394]
- brief-article: [796, 1227, 960, 1333]
- feast-text4: ΝΕΑ ΥΟΡΚΗ, 27.— Ἐπὶ τῇ ἐπετείῳ τῆς 28ης Ὀκτωβρίου ὁ ἑλληνικὸς σύλλογος τῆς πόλεως ὀργανώνει ἑορτὴν εἰς τὴν ὁποίαν θὰ παραστοῦν ἐκπρόσωποι τῶν ἀρχῶν.: [588, 1271, 784, 1317]
- main-subhead: Ἐνεκαίνισε καὶ τὰ φράγματα Ἀξιοῦ καὶ Ἀλιάκμονος: [300, 95, 692, 114]
- main-right-text: Ἀκολούθως, ἀκριβῶς δ' ὥραν, ὁ πρωθυπουργὸς μεταβὰς εἰς τὴν περιοχὴν τοῦ Ἀξιοῦ ἐνεκαίνισε τὸ νέον φράγμα. Τὸ ἔργον τοῦτο ἀποτελεῖ τμῆμα τοῦ μεγάλου προγράμματος ἀρδεύσεως τῆς πεδιάδος Θεσσαλονίκης, δαπάνης 209.000.000 δρχ. Ὁ κ. Γρηγορόπουλος ἀνέφερεν ὅτι διὰ τοῦ ἔργου θὰ ἀρδεύωνται 300.000 στρέμματα.: [402, 593, 588, 683]
- brief-divider: [10, 1942, 196, 1943]
- brief-article: [1355, 567, 1558, 689]
- korea-mini: Η ΔΙΟΙΚΗΣΙΣ ΤΟΥ ΟΗΕ ΑΠΕΡΡΙΨΕ ΤΗΝ ΑΙΤΗΣΙΝ: [972, 1303, 1345, 1322]
- brief-text-continued: ΒΑΝΚΟΥΒΕΡ, 27. (Ἀσ. Πρές).— Βράχος βάρους 30 τόννων ἐπεσεν εἰς τὴν σιδηροδρομικὴν γραμμήν, μὲ ἀποτέλεσμα νὰ διακοπῇ ἡ συγκοινωνία.: [1355, 521, 1558, 554]
- teachers-headline: ΤΕΤΡΑΚΟΣΙΟΙ ΚΑΘΗΓΗΤΑΙ ΤΗΣ ΒΟΡ. ΕΛΛΑΔΟΣ ΕΠΙΣΗΜΑΙΝΟΥΝ ΤΟΥΣ ΚΙΝΔΥΝΟΥΣ ΕΚ ΤΗΣ ΠΑΡΑΜΕΛΗΣΕΩΣ ΤΗΣ ΕΚΠΑΙΔΕΥΣΕΩΣ: [976, 101, 1341, 164]
